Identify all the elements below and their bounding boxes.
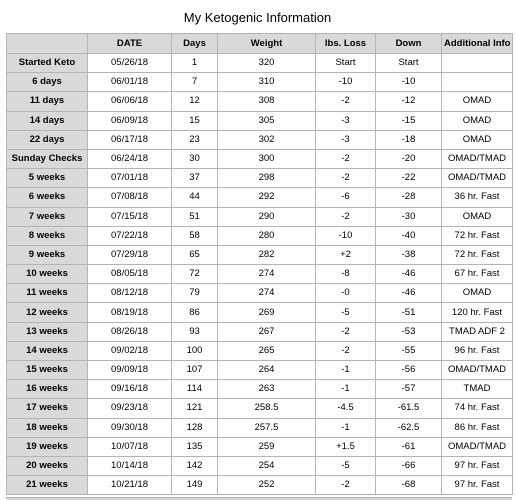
table-row (7, 361, 513, 380)
weight-cell[interactable]: 310 (218, 73, 316, 92)
down-cell[interactable]: -20 (376, 149, 442, 168)
info-cell[interactable]: 97 hr. Fast (442, 456, 513, 475)
table-row (7, 437, 513, 456)
table-row (7, 341, 513, 360)
down-cell[interactable]: -46 (376, 284, 442, 303)
date-cell[interactable]: 09/16/18 (88, 380, 172, 399)
weight-cell[interactable]: 264 (218, 361, 316, 380)
down-cell[interactable]: -46 (376, 265, 442, 284)
down-cell[interactable]: -56 (376, 361, 442, 380)
loss-cell[interactable]: -6 (316, 188, 376, 207)
days-cell[interactable]: 51 (172, 207, 218, 226)
loss-cell[interactable]: -1 (316, 361, 376, 380)
weight-cell[interactable]: 308 (218, 92, 316, 111)
loss-cell[interactable]: -2 (316, 149, 376, 168)
loss-cell[interactable]: -1 (316, 380, 376, 399)
table-row (7, 207, 513, 226)
row-label[interactable]: 8 weeks (7, 226, 88, 245)
date-cell[interactable]: 06/17/18 (88, 130, 172, 149)
row-label[interactable]: 9 weeks (7, 245, 88, 264)
loss-cell[interactable]: -5 (316, 303, 376, 322)
table-row (7, 226, 513, 245)
row-label[interactable]: 16 weeks (7, 380, 88, 399)
days-cell[interactable]: 30 (172, 149, 218, 168)
date-cell[interactable]: 10/07/18 (88, 437, 172, 456)
weight-cell[interactable]: 298 (218, 169, 316, 188)
row-label[interactable]: 13 weeks (7, 322, 88, 341)
days-cell[interactable]: 135 (172, 437, 218, 456)
info-cell[interactable]: 96 hr. Fast (442, 341, 513, 360)
table-row (7, 111, 513, 130)
down-cell[interactable]: -61.5 (376, 399, 442, 418)
days-cell[interactable]: 107 (172, 361, 218, 380)
info-cell[interactable]: OMAD (442, 111, 513, 130)
header-loss[interactable]: lbs. Loss (316, 34, 376, 54)
down-cell[interactable]: -22 (376, 169, 442, 188)
info-cell[interactable]: OMAD (442, 284, 513, 303)
date-cell[interactable]: 06/01/18 (88, 73, 172, 92)
info-cell[interactable]: OMAD (442, 130, 513, 149)
down-cell[interactable]: -40 (376, 226, 442, 245)
down-cell[interactable]: Start (376, 54, 442, 73)
info-cell[interactable]: 120 hr. Fast (442, 303, 513, 322)
weight-cell[interactable]: 320 (218, 54, 316, 73)
row-label[interactable]: 21 weeks (7, 476, 88, 495)
days-cell[interactable]: 86 (172, 303, 218, 322)
down-cell[interactable]: -38 (376, 245, 442, 264)
days-cell[interactable]: 7 (172, 73, 218, 92)
loss-cell[interactable]: -2 (316, 207, 376, 226)
loss-cell[interactable]: +2 (316, 245, 376, 264)
table-body (7, 54, 513, 495)
down-cell[interactable]: -12 (376, 92, 442, 111)
table-row (7, 476, 513, 495)
weight-cell[interactable]: 257.5 (218, 418, 316, 437)
row-label[interactable]: 18 weeks (7, 418, 88, 437)
header-down[interactable]: Down (376, 34, 442, 54)
info-cell[interactable]: OMAD/TMAD (442, 149, 513, 168)
days-cell[interactable]: 12 (172, 92, 218, 111)
loss-cell[interactable]: +1.5 (316, 437, 376, 456)
table-row (7, 284, 513, 303)
weight-cell[interactable]: 305 (218, 111, 316, 130)
down-cell[interactable]: -66 (376, 456, 442, 475)
date-cell[interactable]: 07/01/18 (88, 169, 172, 188)
weight-cell[interactable]: 274 (218, 284, 316, 303)
header-info[interactable]: Additional Info (442, 34, 513, 54)
loss-cell[interactable]: -3 (316, 111, 376, 130)
weight-cell[interactable]: 263 (218, 380, 316, 399)
info-cell[interactable]: TMAD ADF 2 (442, 322, 513, 341)
keto-table (6, 33, 513, 495)
date-cell[interactable]: 08/12/18 (88, 284, 172, 303)
row-label[interactable]: 19 weeks (7, 437, 88, 456)
date-cell[interactable]: 09/02/18 (88, 341, 172, 360)
days-cell[interactable]: 65 (172, 245, 218, 264)
table-row (7, 149, 513, 168)
weight-cell[interactable]: 280 (218, 226, 316, 245)
table-row (7, 92, 513, 111)
loss-cell[interactable]: -1 (316, 418, 376, 437)
table-row (7, 456, 513, 475)
days-cell[interactable]: 58 (172, 226, 218, 245)
days-cell[interactable]: 121 (172, 399, 218, 418)
date-cell[interactable]: 07/29/18 (88, 245, 172, 264)
days-cell[interactable]: 93 (172, 322, 218, 341)
info-cell[interactable]: OMAD/TMAD (442, 437, 513, 456)
table-row (7, 265, 513, 284)
table-row (7, 418, 513, 437)
days-cell[interactable]: 128 (172, 418, 218, 437)
down-cell[interactable]: -57 (376, 380, 442, 399)
table-row (7, 322, 513, 341)
row-label[interactable]: 15 weeks (7, 361, 88, 380)
row-label[interactable]: 17 weeks (7, 399, 88, 418)
loss-cell[interactable]: -10 (316, 226, 376, 245)
info-cell[interactable]: 86 hr. Fast (442, 418, 513, 437)
date-cell[interactable]: 07/08/18 (88, 188, 172, 207)
sheet-title: My Ketogenic Information (183, 10, 332, 25)
weight-cell[interactable]: 254 (218, 456, 316, 475)
table-row (7, 54, 513, 73)
loss-cell[interactable]: -2 (316, 322, 376, 341)
header-label[interactable] (7, 34, 88, 54)
info-cell[interactable]: 97 hr. Fast (442, 476, 513, 495)
row-label[interactable]: 22 days (7, 130, 88, 149)
weight-cell[interactable]: 274 (218, 265, 316, 284)
loss-cell[interactable]: -5 (316, 456, 376, 475)
date-cell[interactable]: 06/06/18 (88, 92, 172, 111)
date-cell[interactable]: 06/09/18 (88, 111, 172, 130)
loss-cell[interactable]: -8 (316, 265, 376, 284)
days-cell[interactable]: 44 (172, 188, 218, 207)
loss-cell[interactable]: -4.5 (316, 399, 376, 418)
date-cell[interactable]: 08/26/18 (88, 322, 172, 341)
down-cell[interactable]: -61 (376, 437, 442, 456)
down-cell[interactable]: -30 (376, 207, 442, 226)
weight-cell[interactable]: 259 (218, 437, 316, 456)
days-cell[interactable]: 142 (172, 456, 218, 475)
info-cell[interactable] (442, 73, 513, 92)
row-label[interactable]: 14 weeks (7, 341, 88, 360)
info-cell[interactable]: OMAD (442, 92, 513, 111)
weight-cell[interactable]: 258.5 (218, 399, 316, 418)
weight-cell[interactable]: 282 (218, 245, 316, 264)
days-cell[interactable]: 23 (172, 130, 218, 149)
table-row (7, 169, 513, 188)
down-cell[interactable]: -62.5 (376, 418, 442, 437)
down-cell[interactable]: -18 (376, 130, 442, 149)
row-label[interactable]: 7 weeks (7, 207, 88, 226)
header-date[interactable]: DATE (88, 34, 172, 54)
header-weight[interactable]: Weight (218, 34, 316, 54)
loss-cell[interactable]: Start (316, 54, 376, 73)
row-label[interactable]: Sunday Checks (7, 149, 88, 168)
info-cell[interactable]: 67 hr. Fast (442, 265, 513, 284)
days-cell[interactable]: 15 (172, 111, 218, 130)
info-cell[interactable]: 74 hr. Fast (442, 399, 513, 418)
days-cell[interactable]: 1 (172, 54, 218, 73)
weight-cell[interactable]: 265 (218, 341, 316, 360)
row-label[interactable]: 11 weeks (7, 284, 88, 303)
down-cell[interactable]: -55 (376, 341, 442, 360)
down-cell[interactable]: -15 (376, 111, 442, 130)
info-cell[interactable] (442, 54, 513, 73)
row-label[interactable]: 6 weeks (7, 188, 88, 207)
date-cell[interactable]: 09/30/18 (88, 418, 172, 437)
down-cell[interactable]: -28 (376, 188, 442, 207)
table-row (7, 399, 513, 418)
loss-cell[interactable]: -0 (316, 284, 376, 303)
days-cell[interactable]: 72 (172, 265, 218, 284)
table-row (7, 303, 513, 322)
date-cell[interactable]: 05/26/18 (88, 54, 172, 73)
down-cell[interactable]: -51 (376, 303, 442, 322)
date-cell[interactable]: 07/15/18 (88, 207, 172, 226)
date-cell[interactable]: 08/19/18 (88, 303, 172, 322)
row-label[interactable]: 10 weeks (7, 265, 88, 284)
row-label[interactable]: 14 days (7, 111, 88, 130)
days-cell[interactable]: 114 (172, 380, 218, 399)
date-cell[interactable]: 07/22/18 (88, 226, 172, 245)
weight-cell[interactable]: 300 (218, 149, 316, 168)
table-row (7, 73, 513, 92)
days-cell[interactable]: 37 (172, 169, 218, 188)
loss-cell[interactable]: -2 (316, 476, 376, 495)
header-row (7, 34, 513, 54)
days-cell[interactable]: 100 (172, 341, 218, 360)
row-label[interactable]: 5 weeks (7, 169, 88, 188)
row-label[interactable]: Started Keto (7, 54, 88, 73)
loss-cell[interactable]: -3 (316, 130, 376, 149)
table-row (7, 130, 513, 149)
down-cell[interactable]: -53 (376, 322, 442, 341)
date-cell[interactable]: 09/23/18 (88, 399, 172, 418)
row-label[interactable]: 11 days (7, 92, 88, 111)
loss-cell[interactable]: -10 (316, 73, 376, 92)
info-cell[interactable]: 72 hr. Fast (442, 226, 513, 245)
weight-cell[interactable]: 252 (218, 476, 316, 495)
date-cell[interactable]: 10/21/18 (88, 476, 172, 495)
table-row (7, 245, 513, 264)
info-cell[interactable]: OMAD (442, 207, 513, 226)
down-cell[interactable]: -68 (376, 476, 442, 495)
row-label[interactable]: 12 weeks (7, 303, 88, 322)
header-days[interactable]: Days (172, 34, 218, 54)
table-row (7, 188, 513, 207)
info-cell[interactable]: OMAD/TMAD (442, 361, 513, 380)
info-cell[interactable]: OMAD/TMAD (442, 169, 513, 188)
row-label[interactable]: 20 weeks (7, 456, 88, 475)
weight-cell[interactable]: 290 (218, 207, 316, 226)
loss-cell[interactable]: -2 (316, 341, 376, 360)
date-cell[interactable]: 09/09/18 (88, 361, 172, 380)
info-cell[interactable]: TMAD (442, 380, 513, 399)
table-row (7, 380, 513, 399)
info-cell[interactable]: 72 hr. Fast (442, 245, 513, 264)
info-cell[interactable]: 36 hr. Fast (442, 188, 513, 207)
days-cell[interactable]: 79 (172, 284, 218, 303)
weight-cell[interactable]: 269 (218, 303, 316, 322)
date-cell[interactable]: 08/05/18 (88, 265, 172, 284)
row-label[interactable]: 6 days (7, 73, 88, 92)
down-cell[interactable]: -10 (376, 73, 442, 92)
loss-cell[interactable]: -2 (316, 169, 376, 188)
date-cell[interactable]: 10/14/18 (88, 456, 172, 475)
days-cell[interactable]: 149 (172, 476, 218, 495)
weight-cell[interactable]: 292 (218, 188, 316, 207)
loss-cell[interactable]: -2 (316, 92, 376, 111)
weight-cell[interactable]: 302 (218, 130, 316, 149)
date-cell[interactable]: 06/24/18 (88, 149, 172, 168)
weight-cell[interactable]: 267 (218, 322, 316, 341)
